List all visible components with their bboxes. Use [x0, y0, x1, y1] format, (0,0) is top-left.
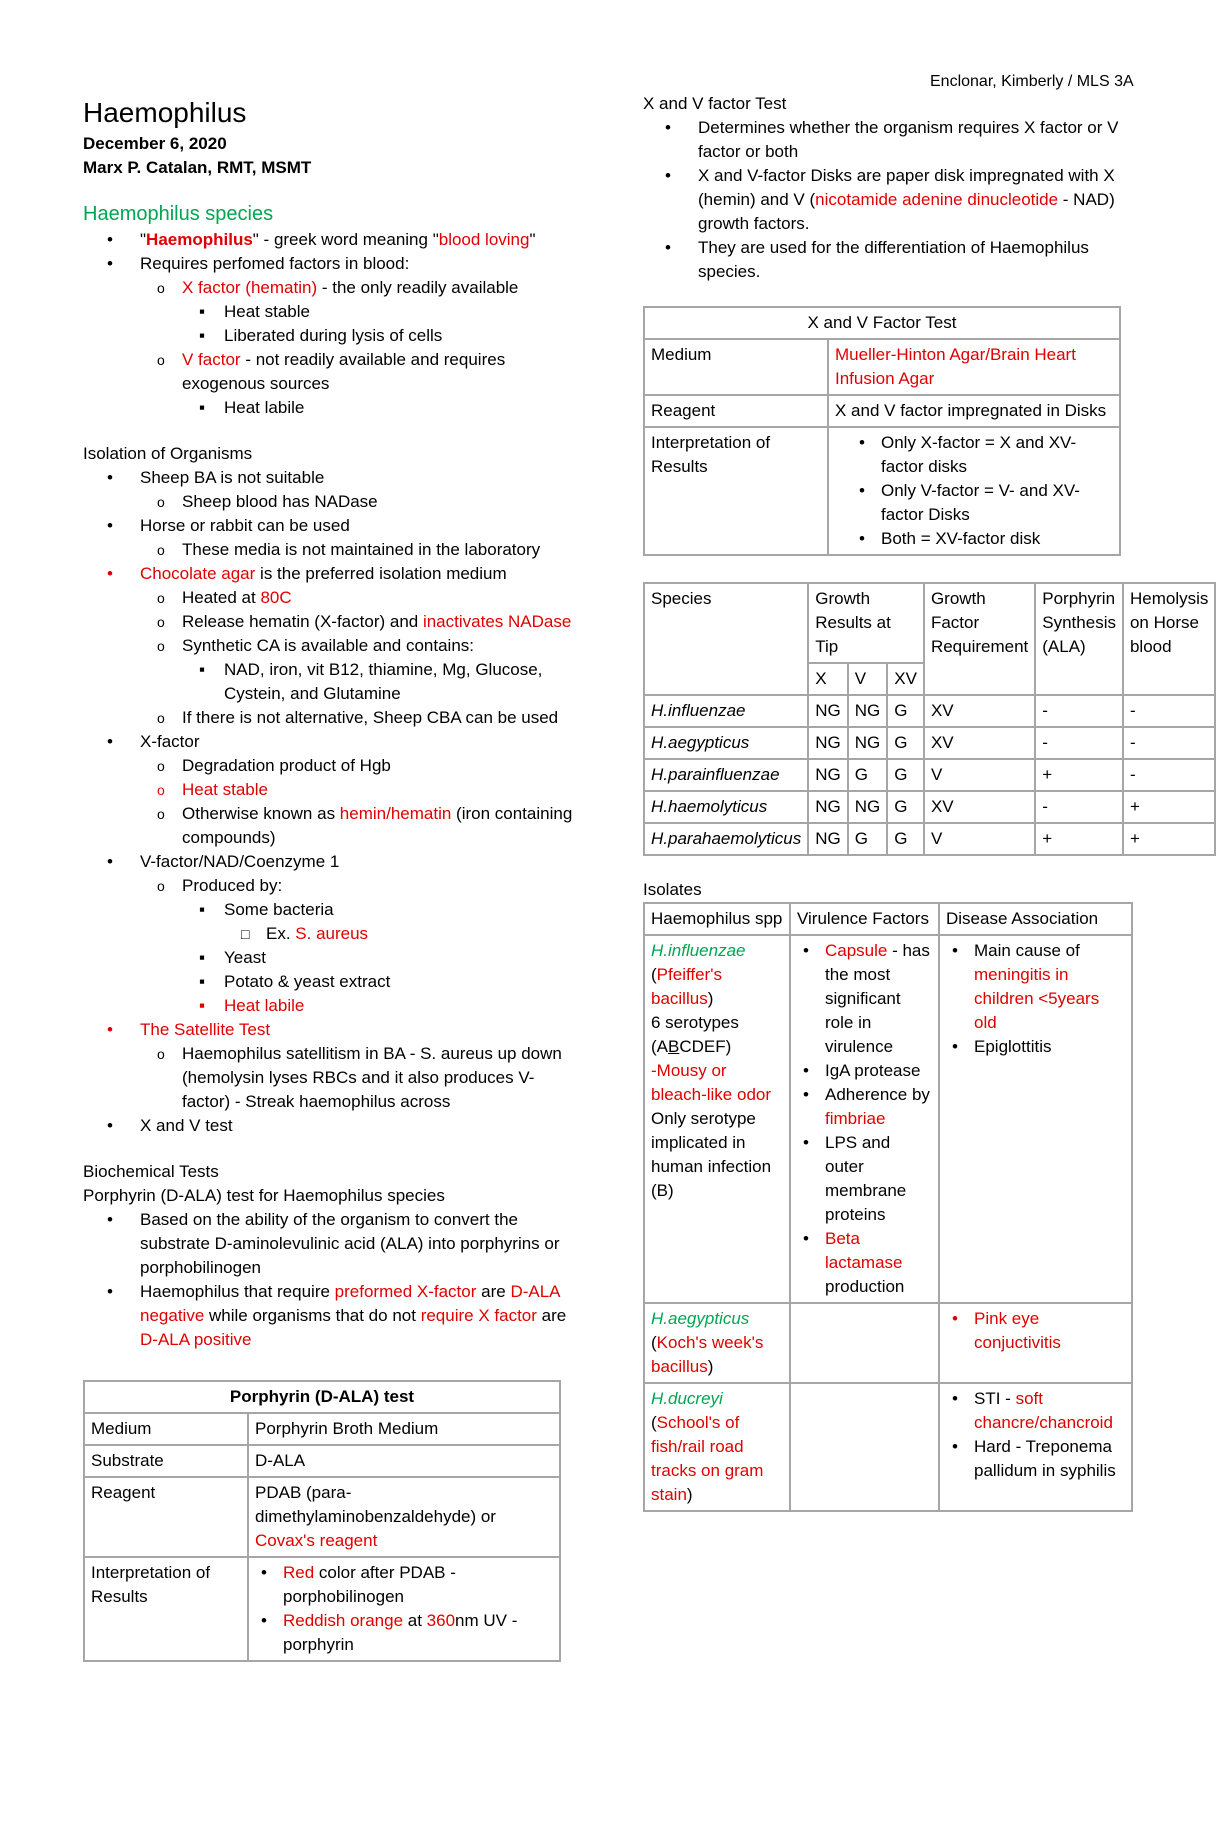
biochem-subheading: Porphyrin (D-ALA) test for Haemophilus species	[83, 1186, 445, 1205]
table-row: Medium Porphyrin Broth Medium	[84, 1413, 560, 1445]
xv-table	[643, 306, 1121, 556]
list-item: ▪ Potato & yeast extract	[224, 970, 578, 994]
table-header: Porphyrin Synthesis (ALA)	[1035, 583, 1123, 695]
list-item: • X-factor o Degradation product of Hgb o Heat stable o Otherwise known as hemin/hematin (iron containing compounds)	[140, 730, 578, 850]
table-header: Species	[644, 583, 808, 695]
table-row: Interpretation of Results • Only X-factor = X and XV-factor disks • Only V-factor = V- and XV-factor Disks • Both = XV-factor disk	[644, 427, 1120, 555]
list-item: o X factor (hematin) - the only readily available ▪ Heat stable ▪ Liberated during lysis of cells	[182, 276, 578, 348]
list-item: • V-factor/NAD/Coenzyme 1 o Produced by: ▪ Some bacteria □ Ex. S. aureus ▪ Yeast ▪ Potato & yeast extract ▪ Heat labile	[140, 850, 578, 1018]
table-caption: X and V Factor Test	[644, 307, 1120, 339]
list-item: o Degradation product of Hgb	[182, 754, 578, 778]
list-item: • Epiglottitis	[974, 1035, 1125, 1059]
table-row: Medium Mueller-Hinton Agar/Brain Heart Infusion Agar	[644, 339, 1120, 395]
list-item: • Adherence by fimbriae	[825, 1083, 932, 1131]
table-caption: Porphyrin (D-ALA) test	[84, 1381, 560, 1413]
list-item: o Produced by: ▪ Some bacteria □ Ex. S. aureus ▪ Yeast ▪ Potato & yeast extract ▪ Heat labile	[182, 874, 578, 1018]
list-item: ▪ NAD, iron, vit B12, thiamine, Mg, Glucose, Cystein, and Glutamine	[224, 658, 578, 706]
right-column	[643, 92, 1209, 1512]
list-item: • Sheep BA is not suitable o Sheep blood has NADase	[140, 466, 578, 514]
table-header: Haemophilus spp	[644, 903, 790, 935]
list-item: • Only X-factor = X and XV-factor disks	[881, 431, 1113, 479]
table-row: Interpretation of Results • Red color after PDAB - porphobilinogen • Reddish orange at 360nm UV - porphyrin	[84, 1557, 560, 1661]
table-row: H.aegypticus (Koch's week's bacillus) • Pink eye conjuctivitis	[644, 1303, 1132, 1383]
list-item: • Pink eye conjuctivitis	[974, 1307, 1125, 1355]
page-title: Haemophilus	[83, 97, 247, 128]
species-list	[83, 228, 578, 420]
table-row: H.ducreyi (School's of fish/rail road tracks on gram stain) • STI - soft chancre/chancroid • Hard - Treponema pallidum in syphilis	[644, 1383, 1132, 1511]
table-row: H.aegypticus NG NG G XV - -	[644, 727, 1215, 759]
table-header: Growth Factor Requirement	[924, 583, 1035, 695]
list-item: • Requires perfomed factors in blood: o X factor (hematin) - the only readily available ▪ Heat stable ▪ Liberated during lysis of cells o V factor - not readily available and requires exogenous sources ▪ Heat labile	[140, 252, 578, 420]
list-item: o Haemophilus satellitism in BA - S. aureus up down (hemolysin lyses RBCs and it also produces V-factor) - Streak haemophilus across	[182, 1042, 578, 1114]
list-item: • "Haemophilus" - greek word meaning "blood loving"	[140, 228, 578, 252]
list-item: • The Satellite Test o Haemophilus satellitism in BA - S. aureus up down (hemolysin lyses RBCs and it also produces V-factor) - Streak haemophilus across	[140, 1018, 578, 1114]
list-item: ▪ Yeast	[224, 946, 578, 970]
isolation-heading: Isolation of Organisms	[83, 444, 253, 463]
list-item: • LPS and outer membrane proteins	[825, 1131, 932, 1227]
list-item: □ Ex. S. aureus	[266, 922, 578, 946]
list-item: • Capsule - has the most significant role in virulence	[825, 939, 932, 1059]
list-item: o Heated at 80C	[182, 586, 578, 610]
list-item: • Haemophilus that require preformed X-factor are D-ALA negative while organisms that do not require X factor are D-ALA positive	[140, 1280, 578, 1352]
isolates-heading: Isolates	[643, 880, 702, 899]
list-item: ▪ Liberated during lysis of cells	[224, 324, 578, 348]
list-item: ▪ Heat stable	[224, 300, 578, 324]
xv-heading: X and V factor Test	[643, 94, 787, 113]
biochem-list	[83, 1208, 578, 1352]
list-item: o These media is not maintained in the laboratory	[182, 538, 578, 562]
list-item: • Horse or rabbit can be used o These media is not maintained in the laboratory	[140, 514, 578, 562]
species-heading: Haemophilus species	[83, 203, 274, 225]
list-item: • Based on the ability of the organism to convert the substrate D-aminolevulinic acid (ALA) into porphyrins or porphobilinogen	[140, 1208, 578, 1280]
list-item: o Synthetic CA is available and contains: ▪ NAD, iron, vit B12, thiamine, Mg, Glucose, Cystein, and Glutamine	[182, 634, 578, 706]
list-item: ▪ Heat labile	[224, 994, 578, 1018]
table-header: Hemolysis on Horse blood	[1123, 583, 1215, 695]
table-header: V	[848, 663, 888, 695]
species-table	[643, 582, 1216, 856]
table-row: Reagent PDAB (para-dimethylaminobenzaldehyde) or Covax's reagent	[84, 1477, 560, 1557]
table-header: Disease Association	[939, 903, 1132, 935]
list-item: o Sheep blood has NADase	[182, 490, 578, 514]
list-item: • Hard - Treponema pallidum in syphilis	[974, 1435, 1125, 1483]
table-header: XV	[887, 663, 924, 695]
list-item: o Otherwise known as hemin/hematin (iron containing compounds)	[182, 802, 578, 850]
table-row: H.influenzae (Pfeiffer's bacillus) 6 serotypes (ABCDEF) -Mousy or bleach-like odor Only serotype implicated in human infection (B) • Capsule - has the most significant role in virulence • IgA protease • Adherence by fimbriae • LPS and outer membrane proteins • Beta lactamase production • Main cause of meningitis in children <5years old • Epiglottitis	[644, 935, 1132, 1303]
table-row: Substrate D-ALA	[84, 1445, 560, 1477]
list-item: • Beta lactamase production	[825, 1227, 932, 1299]
list-item: • IgA protease	[825, 1059, 932, 1083]
list-item: • X and V test	[140, 1114, 578, 1138]
isolation-list	[83, 466, 578, 1138]
list-item: ▪ Heat labile	[224, 396, 578, 420]
biochem-heading: Biochemical Tests	[83, 1162, 219, 1181]
isolates-table	[643, 902, 1133, 1512]
date: December 6, 2020	[83, 134, 227, 153]
list-item: • Both = XV-factor disk	[881, 527, 1113, 551]
table-row: Reagent X and V factor impregnated in Disks	[644, 395, 1120, 427]
porphyrin-table	[83, 1380, 561, 1662]
list-item: • Determines whether the organism requires X factor or V factor or both	[698, 116, 1138, 164]
table-header: X	[808, 663, 848, 695]
table-row: H.influenzae NG NG G XV - -	[644, 695, 1215, 727]
list-item: • Reddish orange at 360nm UV - porphyrin	[283, 1609, 553, 1657]
list-item: o V factor - not readily available and requires exogenous sources ▪ Heat labile	[182, 348, 578, 420]
author-header: Enclonar, Kimberly / MLS 3A	[930, 73, 1134, 90]
list-item: • STI - soft chancre/chancroid	[974, 1387, 1125, 1435]
table-header: Virulence Factors	[790, 903, 939, 935]
table-row: H.haemolyticus NG NG G XV - +	[644, 791, 1215, 823]
list-item: o Release hematin (X-factor) and inactivates NADase	[182, 610, 578, 634]
lecturer: Marx P. Catalan, RMT, MSMT	[83, 158, 312, 177]
list-item: • X and V-factor Disks are paper disk impregnated with X (hemin) and V (nicotamide adenine dinucleotide - NAD) growth factors.	[698, 164, 1138, 236]
list-item: • Red color after PDAB - porphobilinogen	[283, 1561, 553, 1609]
table-header: Growth Results at Tip	[808, 583, 924, 663]
list-item: • Chocolate agar is the preferred isolation medium o Heated at 80C o Release hematin (X-factor) and inactivates NADase o Synthetic CA is available and contains: ▪ NAD, iron, vit B12, thiamine, Mg, Glucose, Cystein, and Glutamine o If there is not alternative, Sheep CBA can be used	[140, 562, 578, 730]
list-item: • Only V-factor = V- and XV-factor Disks	[881, 479, 1113, 527]
xv-list	[643, 116, 1138, 284]
list-item: • They are used for the differentiation of Haemophilus species.	[698, 236, 1138, 284]
list-item: • Main cause of meningitis in children <5years old	[974, 939, 1125, 1035]
left-column	[83, 96, 578, 1662]
table-row: H.parainfluenzae NG G G V + -	[644, 759, 1215, 791]
list-item: ▪ Some bacteria □ Ex. S. aureus	[224, 898, 578, 946]
table-row: H.parahaemolyticus NG G G V + +	[644, 823, 1215, 855]
list-item: o If there is not alternative, Sheep CBA can be used	[182, 706, 578, 730]
list-item: o Heat stable	[182, 778, 578, 802]
